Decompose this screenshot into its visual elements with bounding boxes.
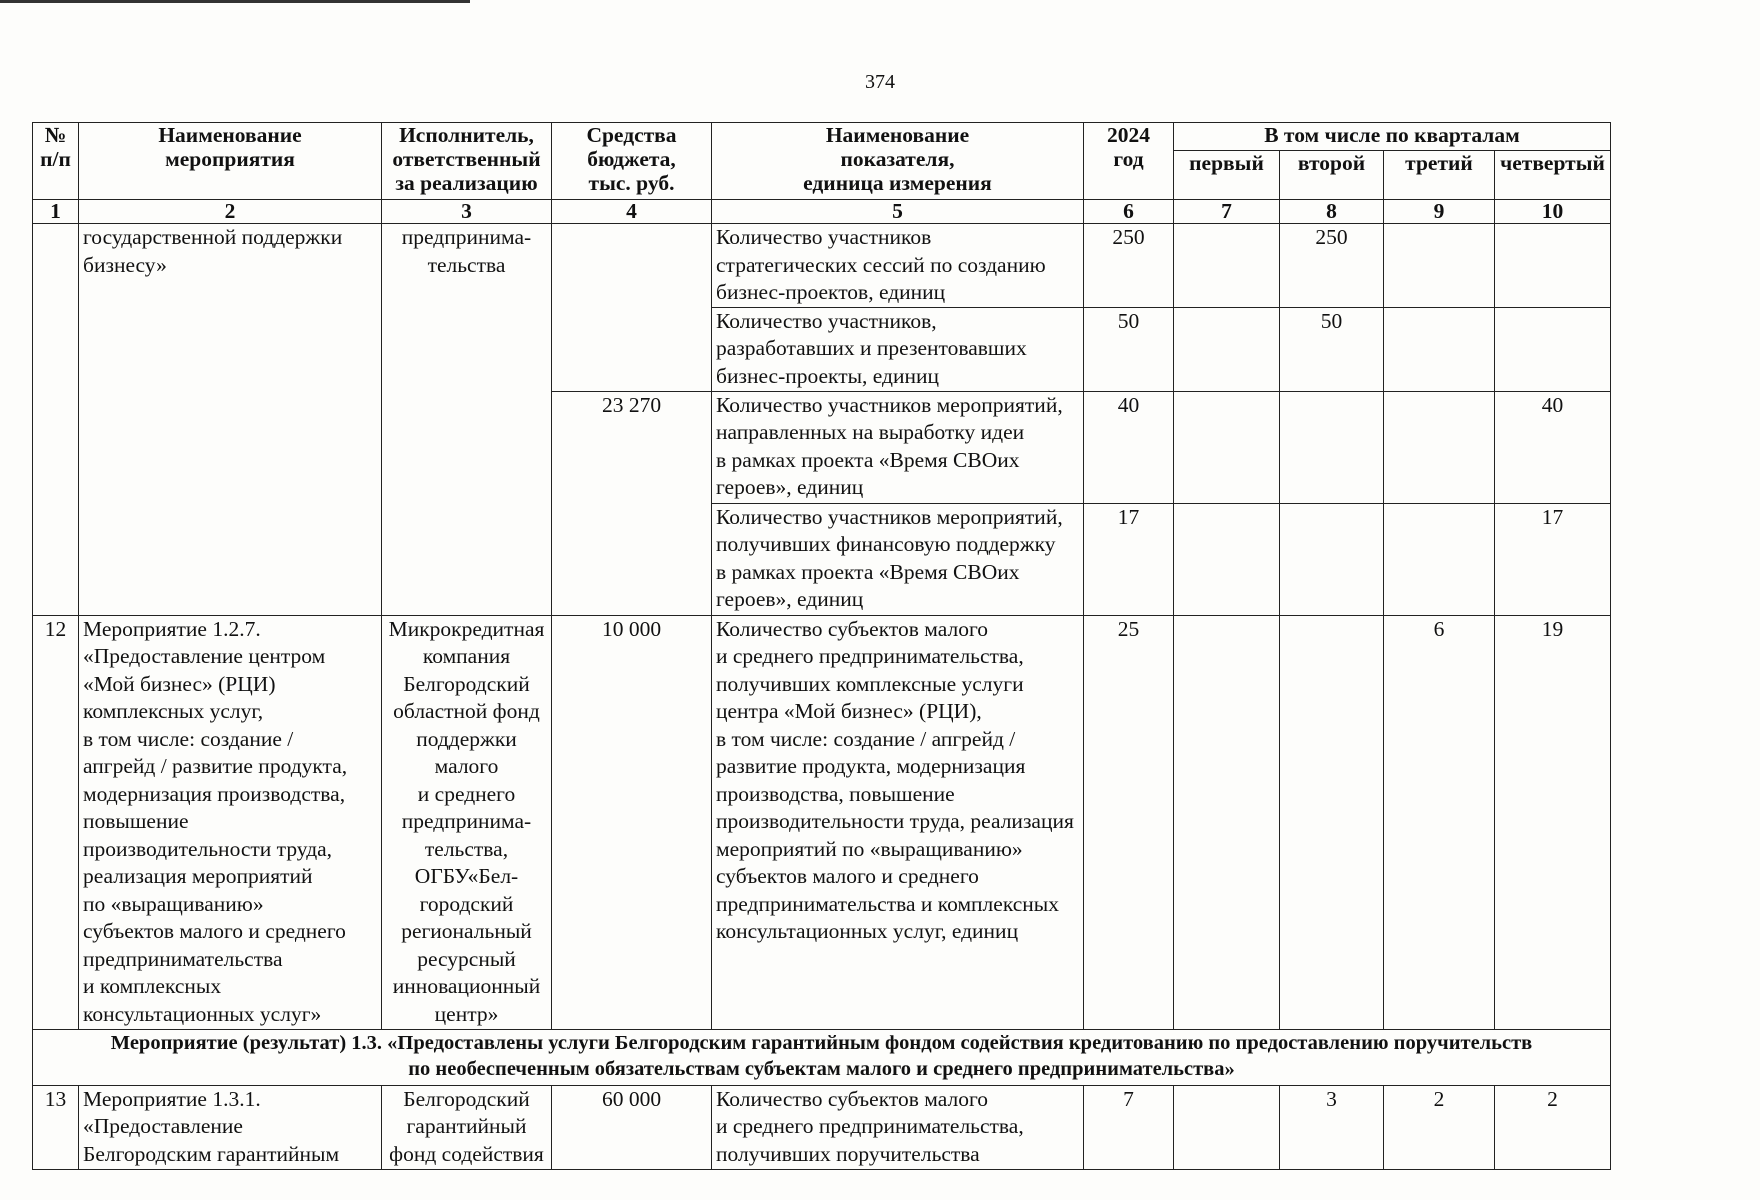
q1-value-cell: [1174, 391, 1280, 503]
header-year: 2024 год: [1084, 123, 1174, 200]
page-number: 374: [865, 71, 895, 93]
col-number: 7: [1174, 200, 1280, 224]
col-number: 10: [1495, 200, 1611, 224]
activities-table: [32, 122, 1611, 1170]
header-quarter-3: третий: [1384, 151, 1495, 200]
q2-value-cell: 3: [1280, 1085, 1384, 1169]
executor-cell: Белгородский гарантийный фонд содействия: [382, 1085, 552, 1169]
header-quarter-2: второй: [1280, 151, 1384, 200]
col-number: 2: [79, 200, 382, 224]
table-row: [33, 1085, 1611, 1169]
col-number: 8: [1280, 200, 1384, 224]
q3-value-cell: [1384, 224, 1495, 308]
col-number: 9: [1384, 200, 1495, 224]
year-value-cell: 17: [1084, 503, 1174, 615]
q3-value-cell: [1384, 307, 1495, 391]
header-quarters-group: В том числе по кварталам: [1174, 123, 1611, 151]
col-number: 5: [712, 200, 1084, 224]
header-quarter-1: первый: [1174, 151, 1280, 200]
year-value-cell: 7: [1084, 1085, 1174, 1169]
q1-value-cell: [1174, 1085, 1280, 1169]
q2-value-cell: [1280, 503, 1384, 615]
q2-value-cell: [1280, 391, 1384, 503]
section-row: [33, 1029, 1611, 1085]
section-heading: Мероприятие (результат) 1.3. «Предоставлены услуги Белгородским гарантийным фондом содействия кредитованию по предоставлению поручительств по необеспеченным обязательствам субъектам малого и среднего предпринимательства»: [33, 1029, 1611, 1085]
q4-value-cell: [1495, 307, 1611, 391]
activity-name-cell: государственной поддержки бизнесу»: [79, 224, 382, 616]
header-activity-name: Наименование мероприятия: [79, 123, 382, 200]
q1-value-cell: [1174, 503, 1280, 615]
activity-name-cell: Мероприятие 1.2.7. «Предоставление центром «Мой бизнес» (РЦИ) комплексных услуг, в том числе: создание / апгрейд / развитие продукта, модернизация производства, повышение производительности труда, реализация мероприятий по «выращиванию» субъектов малого и среднего предпринимательства и комплексных консультационных услуг»: [79, 615, 382, 1029]
header-number: № п/п: [33, 123, 79, 200]
col-number: 3: [382, 200, 552, 224]
year-value-cell: 25: [1084, 615, 1174, 1029]
q1-value-cell: [1174, 307, 1280, 391]
budget-cell: 60 000: [552, 1085, 712, 1169]
q2-value-cell: 250: [1280, 224, 1384, 308]
indicator-name-cell: Количество субъектов малого и среднего предпринимательства, получивших комплексные услуги центра «Мой бизнес» (РЦИ), в том числе: создание / апгрейд / развитие продукта, модернизация производства, повышение производительности труда, реализация мероприятий по «выращиванию» субъектов малого и среднего предпринимательства и комплексных консультационных услуг, единиц: [712, 615, 1084, 1029]
row-number-cell: 13: [33, 1085, 79, 1169]
indicator-name-cell: Количество участников стратегических сессий по созданию бизнес-проектов, единиц: [712, 224, 1084, 308]
col-number: 1: [33, 200, 79, 224]
col-number: 6: [1084, 200, 1174, 224]
year-value-cell: 40: [1084, 391, 1174, 503]
q4-value-cell: 2: [1495, 1085, 1611, 1169]
budget-cell: 10 000: [552, 615, 712, 1029]
executor-cell: предпринима- тельства: [382, 224, 552, 616]
q2-value-cell: [1280, 615, 1384, 1029]
q3-value-cell: [1384, 503, 1495, 615]
indicator-name-cell: Количество участников мероприятий, получивших финансовую поддержку в рамках проекта «Время СВОих героев», единиц: [712, 503, 1084, 615]
q3-value-cell: 6: [1384, 615, 1495, 1029]
q4-value-cell: 40: [1495, 391, 1611, 503]
header-executor: Исполнитель, ответственный за реализацию: [382, 123, 552, 200]
q4-value-cell: 17: [1495, 503, 1611, 615]
row-number-cell: 12: [33, 615, 79, 1029]
q4-value-cell: 19: [1495, 615, 1611, 1029]
executor-cell: Микрокредитная компания Белгородский областной фонд поддержки малого и среднего предпринима- тельства, ОГБУ«Бел- городский региональный ресурсный инновационный центр»: [382, 615, 552, 1029]
q2-value-cell: 50: [1280, 307, 1384, 391]
budget-cell: 23 270: [552, 391, 712, 615]
budget-cell: [552, 224, 712, 392]
indicator-name-cell: Количество субъектов малого и среднего предпринимательства, получивших поручительства: [712, 1085, 1084, 1169]
row-number-cell: [33, 224, 79, 616]
header-budget: Средства бюджета, тыс. руб.: [552, 123, 712, 200]
q1-value-cell: [1174, 224, 1280, 308]
q3-value-cell: [1384, 391, 1495, 503]
q3-value-cell: 2: [1384, 1085, 1495, 1169]
header-indicator: Наименование показателя, единица измерения: [712, 123, 1084, 200]
q4-value-cell: [1495, 224, 1611, 308]
table-row: [33, 615, 1611, 1029]
year-value-cell: 50: [1084, 307, 1174, 391]
indicator-name-cell: Количество участников мероприятий, направленных на выработку идеи в рамках проекта «Время СВОих героев», единиц: [712, 391, 1084, 503]
table-row: [33, 224, 1611, 308]
year-value-cell: 250: [1084, 224, 1174, 308]
scan-edge-line: [0, 0, 470, 3]
col-number: 4: [552, 200, 712, 224]
q1-value-cell: [1174, 615, 1280, 1029]
activity-name-cell: Мероприятие 1.3.1. «Предоставление Белгородским гарантийным: [79, 1085, 382, 1169]
indicator-name-cell: Количество участников, разработавших и презентовавших бизнес-проекты, единиц: [712, 307, 1084, 391]
header-quarter-4: четвертый: [1495, 151, 1611, 200]
